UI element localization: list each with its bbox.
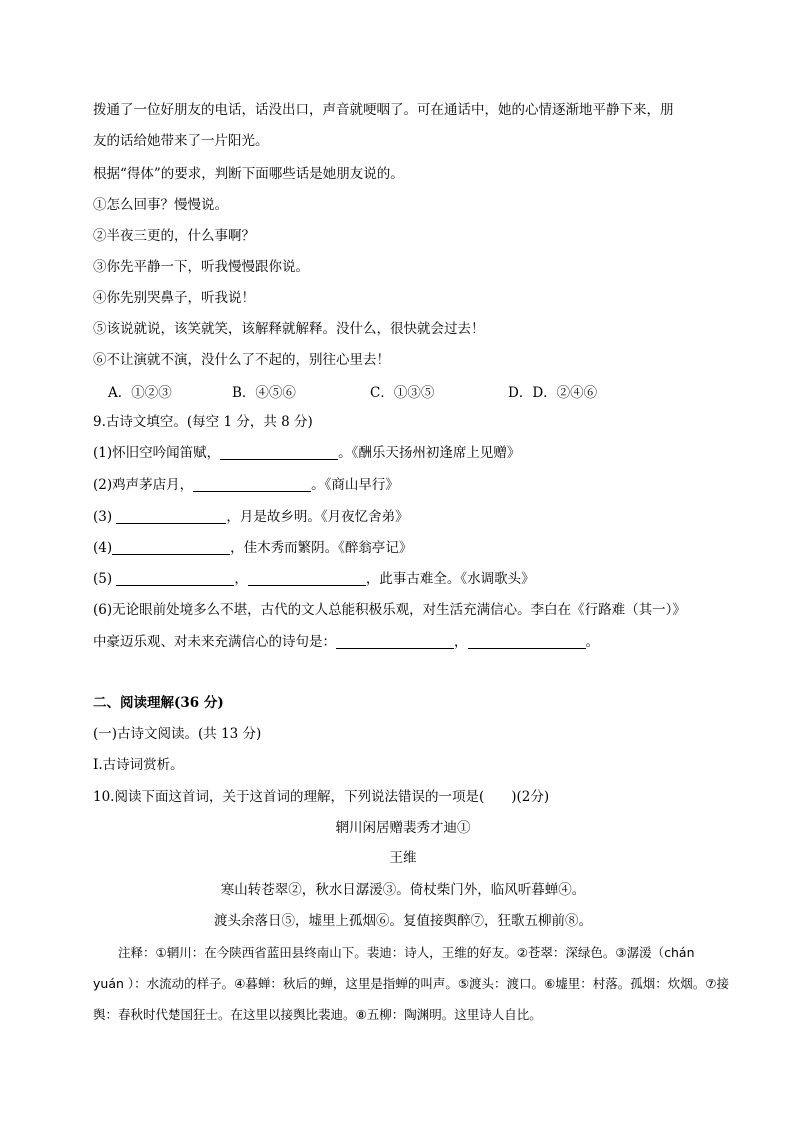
poem-title: 辋川闲居赠裴秀才迪① <box>335 820 471 836</box>
blank <box>336 633 454 649</box>
blank <box>468 633 586 649</box>
choice-c: C．①③⑤ <box>370 385 435 401</box>
option-item-5: ⑤该说就说，该笑就笑，该解释就解释。没什么，很快就会过去！ <box>93 321 485 337</box>
blank <box>220 444 338 460</box>
question-10-prompt: 10.阅读下面这首词，关于这首词的理解，下列说法错误的一项是( )(2分) <box>93 789 550 805</box>
choice-d: D．D．②④⑥ <box>508 385 598 401</box>
subsection-1-title: (一)古诗文阅读。(共 13 分) <box>93 726 262 742</box>
section-2-title: 二、阅读理解(36 分) <box>93 695 224 711</box>
intro-line-1: 拨通了一位好朋友的电话，话没出口，声音就哽咽了。可在通话中，她的心情逐渐地平静下来，朋 <box>93 102 674 118</box>
blank <box>112 539 230 555</box>
option-item-6: ⑥不让演就不演，没什么了不起的，别往心里去！ <box>93 352 390 368</box>
poem-line-2: 渡头余落日⑤，墟里上孤烟⑥。复值接舆醉⑦，狂歌五柳前⑧。 <box>214 913 592 929</box>
fill-line-5: (5) ， ，此事古难全。《水调歌头》 <box>93 571 535 587</box>
blank <box>116 570 234 586</box>
poem-line-1: 寒山转苍翠②，秋水日潺湲③。倚杖柴门外，临风听暮蝉④。 <box>220 882 586 898</box>
question-8-prompt: 根据“得体”的要求，判断下面哪些话是她朋友说的。 <box>93 166 404 182</box>
fill-line-4: (4) ，佳木秀而繁阴。《醉翁亭记》 <box>93 540 413 556</box>
blank <box>116 508 226 524</box>
notes-line-2: yuán ）：水流动的样子。④暮蝉：秋后的蝉，这里是指蝉的叫声。⑤渡头：渡口。⑥墟里：村落。孤烟：炊烟。⑦接 <box>93 976 729 991</box>
fill-line-1: (1)怀旧空吟闻笛赋， 。《酬乐天扬州初逢席上见赠》 <box>93 445 521 461</box>
fill-line-7: 中豪迈乐观、对未来充满信心的诗句是： ， 。 <box>93 634 599 650</box>
fill-line-2: (2)鸡声茅店月， 。《商山早行》 <box>93 477 399 493</box>
choice-a: A．①②③ <box>108 385 172 401</box>
option-item-3: ③你先平静一下，听我慢慢跟你说。 <box>93 259 309 275</box>
option-item-4: ④你先别哭鼻子，听我说！ <box>93 290 255 306</box>
intro-line-2: 友的话给她带来了一片阳光。 <box>93 133 269 149</box>
choice-b: B．④⑤⑥ <box>232 385 296 401</box>
blank <box>248 570 366 586</box>
option-item-2: ②半夜三更的，什么事啊？ <box>93 228 255 244</box>
notes-line-1: 注释：①辋川：在今陕西省蓝田县终南山下。裴迪：诗人，王维的好友。②苍翠：深绿色。③潺湲（chán <box>118 945 695 960</box>
poem-author: 王维 <box>389 850 417 866</box>
subsection-i-title: I.古诗词赏析。 <box>93 757 184 773</box>
fill-line-3: (3) ，月是故乡明。《月夜忆舍弟》 <box>93 509 409 525</box>
question-9-title: 9.古诗文填空。(每空 1 分，共 8 分) <box>93 414 313 430</box>
option-item-1: ①怎么回事？慢慢说。 <box>93 197 228 213</box>
blank <box>193 476 311 492</box>
notes-line-3: 舆：春秋时代楚国狂士。在这里以接舆比裴迪。⑧五柳：陶渊明。这里诗人自比。 <box>93 1007 542 1022</box>
fill-line-6: (6)无论眼前处境多么不堪，古代的文人总能积极乐观，对生活充满信心。李白在《行路难（其一）》 <box>93 602 686 618</box>
